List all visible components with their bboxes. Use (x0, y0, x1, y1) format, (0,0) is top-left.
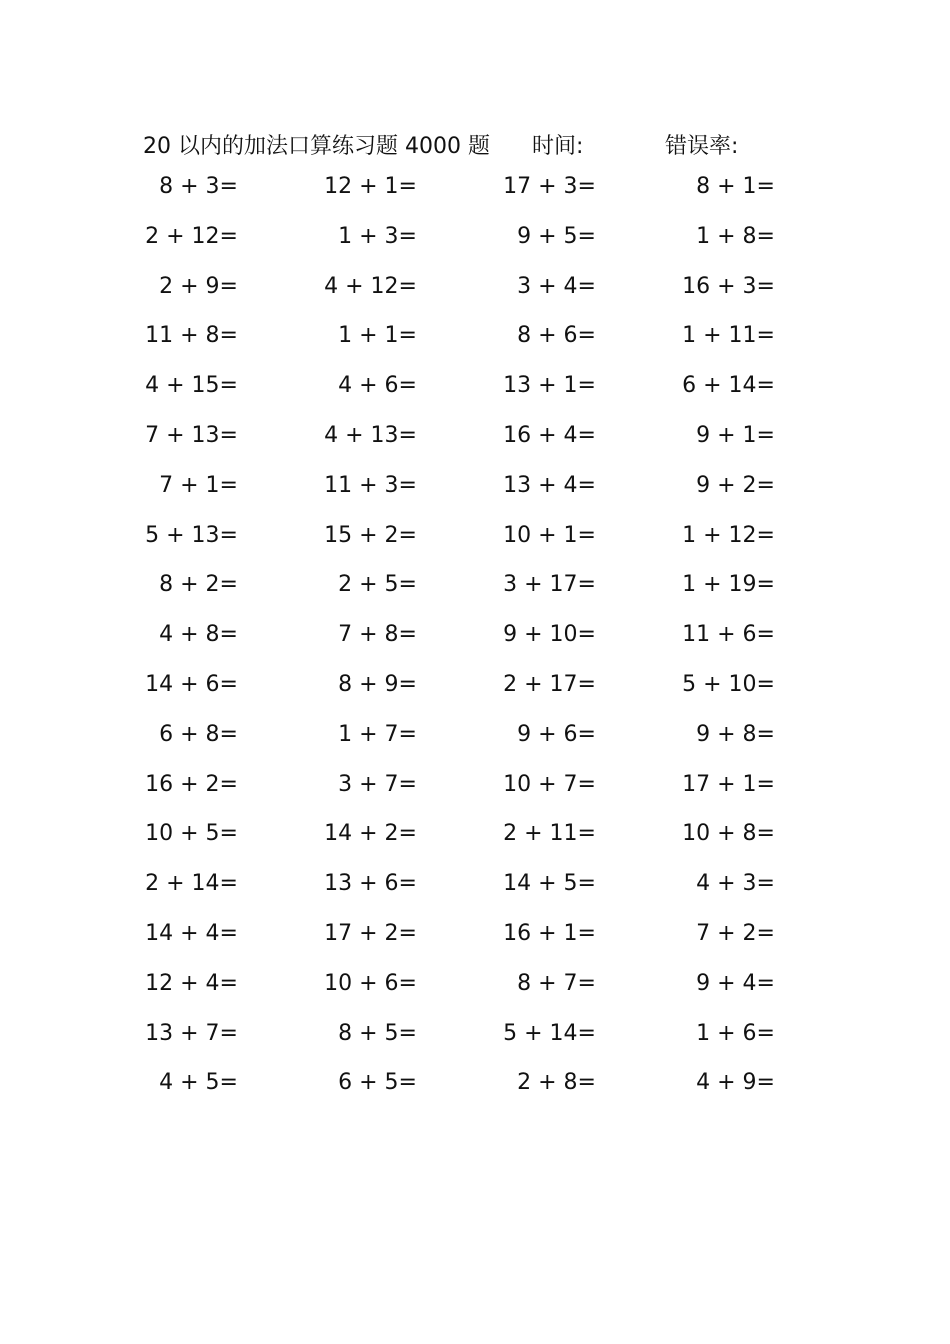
addition-problem: 4 + 15= (145, 373, 238, 399)
addition-problem: 4 + 8= (159, 622, 238, 648)
time-label: 时间: (532, 134, 584, 159)
worksheet-header (0, 123, 950, 163)
addition-problem: 10 + 7= (503, 771, 596, 797)
addition-problem: 5 + 13= (145, 522, 238, 548)
addition-problem: 2 + 17= (503, 671, 596, 697)
problem-grid (0, 166, 950, 1112)
addition-problem: 14 + 6= (145, 671, 238, 697)
addition-problem: 8 + 2= (159, 572, 238, 598)
addition-problem: 13 + 1= (503, 373, 596, 399)
problem-row (0, 913, 950, 963)
addition-problem: 14 + 4= (145, 920, 238, 946)
addition-problem: 13 + 4= (503, 472, 596, 498)
addition-problem: 12 + 4= (145, 970, 238, 996)
problem-row (0, 315, 950, 365)
addition-problem: 9 + 5= (517, 223, 596, 249)
addition-problem: 7 + 8= (338, 622, 417, 648)
addition-problem: 2 + 12= (145, 223, 238, 249)
addition-problem: 9 + 2= (696, 472, 775, 498)
problem-row (0, 266, 950, 316)
addition-problem: 4 + 12= (324, 273, 417, 299)
addition-problem: 17 + 3= (503, 174, 596, 199)
problem-row (0, 714, 950, 764)
addition-problem: 16 + 1= (503, 920, 596, 946)
addition-problem: 1 + 11= (682, 323, 775, 349)
addition-problem: 1 + 12= (682, 522, 775, 548)
problem-row (0, 664, 950, 714)
addition-problem: 4 + 5= (159, 1070, 238, 1096)
addition-problem: 2 + 5= (338, 572, 417, 598)
addition-problem: 2 + 9= (159, 273, 238, 299)
problem-row (0, 614, 950, 664)
addition-problem: 1 + 6= (696, 1020, 775, 1046)
problem-row (0, 813, 950, 863)
addition-problem: 11 + 6= (682, 622, 775, 648)
worksheet-title: 20 以内的加法口算练习题 4000 题 (143, 134, 490, 159)
addition-problem: 13 + 7= (145, 1020, 238, 1046)
addition-problem: 14 + 2= (324, 821, 417, 847)
addition-problem: 16 + 3= (682, 273, 775, 299)
addition-problem: 7 + 1= (159, 472, 238, 498)
problem-row (0, 365, 950, 415)
addition-problem: 4 + 3= (696, 871, 775, 897)
addition-problem: 2 + 14= (145, 871, 238, 897)
addition-problem: 17 + 2= (324, 920, 417, 946)
addition-problem: 12 + 1= (324, 174, 417, 199)
addition-problem: 8 + 3= (159, 174, 238, 199)
addition-problem: 16 + 4= (503, 422, 596, 448)
problem-row (0, 216, 950, 266)
addition-problem: 9 + 1= (696, 422, 775, 448)
addition-problem: 8 + 9= (338, 671, 417, 697)
addition-problem: 14 + 5= (503, 871, 596, 897)
addition-problem: 1 + 7= (338, 721, 417, 747)
addition-problem: 2 + 11= (503, 821, 596, 847)
addition-problem: 9 + 8= (696, 721, 775, 747)
problem-row (0, 963, 950, 1013)
addition-problem: 9 + 4= (696, 970, 775, 996)
addition-problem: 9 + 6= (517, 721, 596, 747)
addition-problem: 1 + 8= (696, 223, 775, 249)
addition-problem: 1 + 3= (338, 223, 417, 249)
addition-problem: 3 + 4= (517, 273, 596, 299)
addition-problem: 17 + 1= (682, 771, 775, 797)
problem-row (0, 764, 950, 814)
addition-problem: 6 + 8= (159, 721, 238, 747)
addition-problem: 2 + 8= (517, 1070, 596, 1096)
addition-problem: 1 + 19= (682, 572, 775, 598)
addition-problem: 10 + 1= (503, 522, 596, 548)
addition-problem: 8 + 7= (517, 970, 596, 996)
addition-problem: 6 + 14= (682, 373, 775, 399)
addition-problem: 10 + 6= (324, 970, 417, 996)
addition-problem: 8 + 1= (696, 174, 775, 199)
problem-row (0, 1062, 950, 1112)
addition-problem: 15 + 2= (324, 522, 417, 548)
addition-problem: 7 + 2= (696, 920, 775, 946)
addition-problem: 8 + 6= (517, 323, 596, 349)
addition-problem: 5 + 14= (503, 1020, 596, 1046)
problem-row (0, 415, 950, 465)
addition-problem: 7 + 13= (145, 422, 238, 448)
problem-row (0, 515, 950, 565)
addition-problem: 8 + 5= (338, 1020, 417, 1046)
problem-row (0, 465, 950, 515)
addition-problem: 4 + 9= (696, 1070, 775, 1096)
addition-problem: 16 + 2= (145, 771, 238, 797)
addition-problem: 11 + 3= (324, 472, 417, 498)
addition-problem: 13 + 6= (324, 871, 417, 897)
addition-problem: 3 + 7= (338, 771, 417, 797)
problem-row (0, 863, 950, 913)
problem-row (0, 166, 950, 216)
addition-problem: 6 + 5= (338, 1070, 417, 1096)
addition-problem: 9 + 10= (503, 622, 596, 648)
problem-row (0, 564, 950, 614)
addition-problem: 4 + 13= (324, 422, 417, 448)
addition-problem: 5 + 10= (682, 671, 775, 697)
addition-problem: 10 + 8= (682, 821, 775, 847)
addition-problem: 3 + 17= (503, 572, 596, 598)
problem-row (0, 1013, 950, 1063)
addition-problem: 4 + 6= (338, 373, 417, 399)
error-rate-label: 错误率: (665, 134, 739, 159)
addition-problem: 10 + 5= (145, 821, 238, 847)
addition-problem: 11 + 8= (145, 323, 238, 349)
addition-problem: 1 + 1= (338, 323, 417, 349)
